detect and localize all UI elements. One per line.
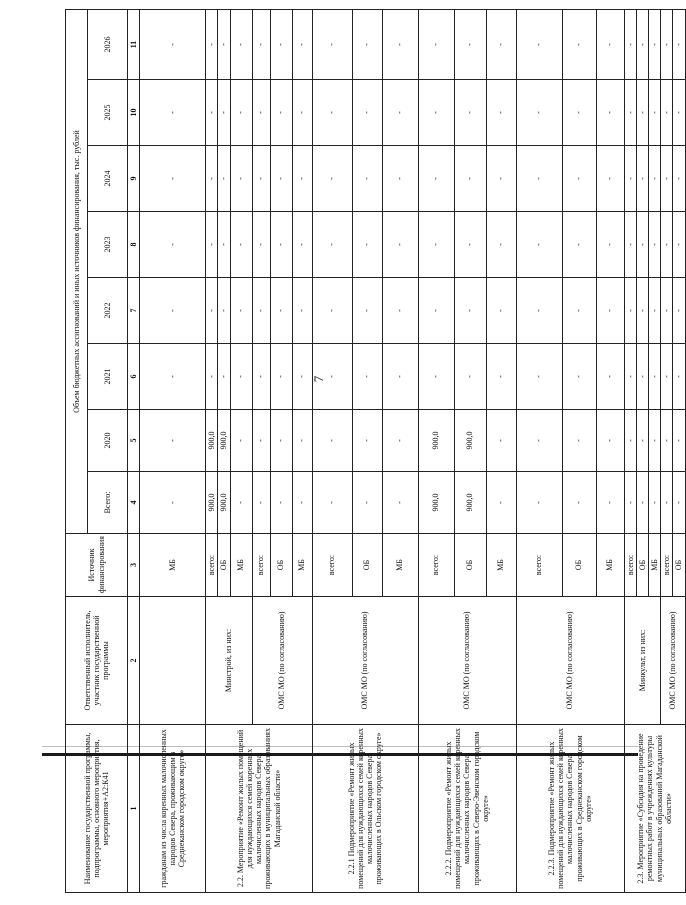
row-1-vsego-total: 900,0 <box>206 472 218 534</box>
row-4-ob-2021: - <box>562 344 596 410</box>
row-5-mb-2022: - <box>648 278 660 344</box>
row-2-vsego-2025: - <box>312 80 352 146</box>
col-number-11: 11 <box>128 9 140 79</box>
row-3-ob-2022: - <box>454 278 486 344</box>
row-3-executor: ОМС МО (по согласованию) <box>418 597 516 725</box>
row-1b-vsego-2024: - <box>252 146 270 212</box>
row-5b-vsego-2023: - <box>661 212 673 278</box>
row-1b-mb-2024: - <box>292 146 312 212</box>
row-5b-vsego-2021: - <box>661 344 673 410</box>
row-4-ob-2023: - <box>562 212 596 278</box>
col-number-2: 2 <box>128 597 140 725</box>
col-number-6: 6 <box>128 344 140 410</box>
header-source: Источник финансирования <box>66 534 128 597</box>
row-2-name: 2.2.1 Подмероприятие «Ремонт жилых помещений для нуждающихся семей коренных малочисленных народов Севера, проживающих в Ольском городском округе» <box>312 725 418 893</box>
budget-table <box>65 9 686 893</box>
row-3-vsego-total: 900,0 <box>418 472 454 534</box>
row-3-mb-total: - <box>486 472 516 534</box>
row-3-ob-2026: - <box>454 9 486 79</box>
row-3-source-vsego: всего: <box>418 534 454 597</box>
row-4-ob-2024: - <box>562 146 596 212</box>
row-5-ob-2026: - <box>636 9 648 79</box>
row-4-vsego-2023: - <box>516 212 562 278</box>
row-1b-ob-2024: - <box>270 146 292 212</box>
row-0-mb-2023: - <box>140 212 206 278</box>
row-4-vsego-2020: - <box>516 410 562 472</box>
row-4-mb-2022: - <box>596 278 624 344</box>
row-0-mb-2024: - <box>140 146 206 212</box>
col-number-5: 5 <box>128 410 140 472</box>
row-5b-ob-2021: - <box>673 344 685 410</box>
row-1b-ob-2022: - <box>270 278 292 344</box>
row-4-ob-total: - <box>562 472 596 534</box>
row-2-ob-2025: - <box>352 80 382 146</box>
col-number-1: 1 <box>128 725 140 893</box>
row-5b-ob-2025: - <box>673 80 685 146</box>
col-number-10: 10 <box>128 80 140 146</box>
col-number-3: 3 <box>128 534 140 597</box>
row-5b-vsego-2024: - <box>661 146 673 212</box>
row-1b-mb-2020: - <box>292 410 312 472</box>
row-4-executor: ОМС МО (по согласованию) <box>516 597 624 725</box>
row-5-vsego-2021: - <box>624 344 636 410</box>
row-3-ob-2023: - <box>454 212 486 278</box>
row-2-mb-2022: - <box>382 278 418 344</box>
row-4-ob-2025: - <box>562 80 596 146</box>
row-5-executor-2: ОМС МО (по согласованию) <box>661 597 685 725</box>
header-volume: Объем бюджетных ассигнований и иных источников финансирования, тыс. рублей <box>66 9 88 533</box>
row-2-executor: ОМС МО (по согласованию) <box>312 597 418 725</box>
row-3-mb-2022: - <box>486 278 516 344</box>
row-5-source-mb: МБ <box>648 534 660 597</box>
row-1-vsego-2025: - <box>206 80 218 146</box>
header-year-2021: 2021 <box>88 344 128 410</box>
row-5b-ob-2022: - <box>673 278 685 344</box>
row-0-executor <box>140 597 206 725</box>
header-executor: Ответственный исполнитель, участник государственной программы <box>66 597 128 725</box>
row-5-name: 2.3. Мероприятие «Субсидия на проведение ремонтных работ в учреждениях культуры муниципальных образований Магаданской области» <box>624 725 685 893</box>
row-2-vsego-2020: - <box>312 410 352 472</box>
row-2-ob-2024: - <box>352 146 382 212</box>
row-2-ob-total: - <box>352 472 382 534</box>
header-year-2024: 2024 <box>88 146 128 212</box>
row-1-mb-2024: - <box>230 146 252 212</box>
row-5-mb-2021: - <box>648 344 660 410</box>
row-1b-vsego-2023: - <box>252 212 270 278</box>
row-3-ob-2025: - <box>454 80 486 146</box>
row-4-vsego-2024: - <box>516 146 562 212</box>
row-1b-mb-2023: - <box>292 212 312 278</box>
row-5b-ob-2020: - <box>673 410 685 472</box>
row-3-source-ob: ОБ <box>454 534 486 597</box>
row-5-ob-2021: - <box>636 344 648 410</box>
row-1-vsego-2024: - <box>206 146 218 212</box>
row-0-mb-total: - <box>140 472 206 534</box>
row-1-ob-2022: - <box>218 278 230 344</box>
row-0-mb-2025: - <box>140 80 206 146</box>
row-3-ob-total: 900,0 <box>454 472 486 534</box>
row-2-mb-2021: - <box>382 344 418 410</box>
row-5-mb-total: - <box>648 472 660 534</box>
row-1b-mb-2022: - <box>292 278 312 344</box>
row-2-vsego-2023: - <box>312 212 352 278</box>
row-3-ob-2021: - <box>454 344 486 410</box>
row-1-ob-2026: - <box>218 9 230 79</box>
header-year-2025: 2025 <box>88 80 128 146</box>
row-4-vsego-2021: - <box>516 344 562 410</box>
row-3-vsego-2021: - <box>418 344 454 410</box>
row-1-ob-2021: - <box>218 344 230 410</box>
row-1b-mb-2025: - <box>292 80 312 146</box>
row-3-ob-2024: - <box>454 146 486 212</box>
row-1b-vsego-total: - <box>252 472 270 534</box>
row-0-mb-2022: - <box>140 278 206 344</box>
row-4-vsego-2026: - <box>516 9 562 79</box>
row-5-vsego-total: - <box>624 472 636 534</box>
col-number-9: 9 <box>128 146 140 212</box>
row-2-source-vsego: всего: <box>312 534 352 597</box>
row-1b-vsego-2026: - <box>252 9 270 79</box>
row-1-ob-2025: - <box>218 80 230 146</box>
row-2-source-mb: МБ <box>382 534 418 597</box>
row-1-mb-2023: - <box>230 212 252 278</box>
row-1b-ob-2020: - <box>270 410 292 472</box>
row-3-vsego-2026: - <box>418 9 454 79</box>
row-4-vsego-total: - <box>516 472 562 534</box>
row-3-vsego-2022: - <box>418 278 454 344</box>
row-3-mb-2021: - <box>486 344 516 410</box>
row-4-ob-2026: - <box>562 9 596 79</box>
row-5-vsego-2026: - <box>624 9 636 79</box>
row-1b-source-vsego: всего: <box>252 534 270 597</box>
row-3-name: 2.2.2. Подмероприятие «Ремонт жилых помещений для нуждающихся семей коренных малочисленных народов Севера, проживающих в Северо-Эвенском городском округе» <box>418 725 516 893</box>
row-1-vsego-2023: - <box>206 212 218 278</box>
row-1b-source-mb: МБ <box>292 534 312 597</box>
row-1b-mb-2026: - <box>292 9 312 79</box>
row-0-name: гражданам из числа коренных малочисленных народов Севера, проживающим в Среднеканском городском округе» <box>140 725 206 893</box>
row-1-mb-total: - <box>230 472 252 534</box>
row-5-ob-2025: - <box>636 80 648 146</box>
row-3-mb-2026: - <box>486 9 516 79</box>
row-5-ob-2020: - <box>636 410 648 472</box>
row-5-source-ob: ОБ <box>636 534 648 597</box>
row-3-mb-2020: - <box>486 410 516 472</box>
row-1b-ob-2025: - <box>270 80 292 146</box>
row-1b-source-ob: ОБ <box>270 534 292 597</box>
row-3-vsego-2024: - <box>418 146 454 212</box>
row-1b-vsego-2021: - <box>252 344 270 410</box>
table-frame <box>65 10 684 893</box>
row-5-mb-2025: - <box>648 80 660 146</box>
row-4-source-mb: МБ <box>596 534 624 597</box>
row-5b-vsego-2020: - <box>661 410 673 472</box>
row-1-source-ob: ОБ <box>218 534 230 597</box>
row-2-ob-2026: - <box>352 9 382 79</box>
row-1b-ob-total: - <box>270 472 292 534</box>
row-5b-source-ob: ОБ <box>673 534 685 597</box>
row-5-ob-total: - <box>636 472 648 534</box>
row-2-vsego-2026: - <box>312 9 352 79</box>
row-5-vsego-2024: - <box>624 146 636 212</box>
col-number-4: 4 <box>128 472 140 534</box>
row-3-ob-2020: 900,0 <box>454 410 486 472</box>
header-year-2022: 2022 <box>88 278 128 344</box>
row-5b-ob-2026: - <box>673 9 685 79</box>
row-5b-ob-2023: - <box>673 212 685 278</box>
row-3-mb-2024: - <box>486 146 516 212</box>
row-1-mb-2022: - <box>230 278 252 344</box>
row-1-ob-2024: - <box>218 146 230 212</box>
row-5b-source-vsego: всего: <box>661 534 673 597</box>
col-number-7: 7 <box>128 278 140 344</box>
row-5-mb-2024: - <box>648 146 660 212</box>
row-5-ob-2022: - <box>636 278 648 344</box>
row-1-vsego-2022: - <box>206 278 218 344</box>
row-2-mb-2024: - <box>382 146 418 212</box>
row-2-source-ob: ОБ <box>352 534 382 597</box>
row-5-source-vsego: всего: <box>624 534 636 597</box>
row-5-vsego-2020: - <box>624 410 636 472</box>
row-1-vsego-2020: 900,0 <box>206 410 218 472</box>
row-0-mb-2021: - <box>140 344 206 410</box>
row-1-executor-2: ОМС МО (по согласованию) <box>252 597 312 725</box>
row-1b-mb-2021: - <box>292 344 312 410</box>
row-4-vsego-2025: - <box>516 80 562 146</box>
row-1b-vsego-2025: - <box>252 80 270 146</box>
row-5b-vsego-2022: - <box>661 278 673 344</box>
row-1b-mb-total: - <box>292 472 312 534</box>
row-5-vsego-2025: - <box>624 80 636 146</box>
row-5-vsego-2023: - <box>624 212 636 278</box>
row-1-name: 2.2. Мероприятие «Ремонт жилых помещений для нуждающихся семей коренных малочисленных народов Севера, проживающих в муниципальных образованиях Магаданской области» <box>206 725 312 893</box>
row-2-vsego-2021: - <box>312 344 352 410</box>
header-name: Наименование государственной программы, подпрограммы, основного мероприятия, мероприятия+А2:К41 <box>66 725 128 893</box>
row-3-mb-2025: - <box>486 80 516 146</box>
row-1b-ob-2023: - <box>270 212 292 278</box>
row-4-ob-2020: - <box>562 410 596 472</box>
row-1-mb-2020: - <box>230 410 252 472</box>
row-5-mb-2026: - <box>648 9 660 79</box>
row-5b-ob-total: - <box>673 472 685 534</box>
row-2-vsego-2022: - <box>312 278 352 344</box>
row-0-mb-2026: - <box>140 9 206 79</box>
row-2-ob-2023: - <box>352 212 382 278</box>
row-1b-vsego-2020: - <box>252 410 270 472</box>
row-0-source-mb: МБ <box>140 534 206 597</box>
row-5-ob-2024: - <box>636 146 648 212</box>
col-number-8: 8 <box>128 212 140 278</box>
page-number: 7 <box>311 375 326 383</box>
row-0-mb-2020: - <box>140 410 206 472</box>
header-year-2026: 2026 <box>88 9 128 79</box>
row-1-executor: Минстрой, из них: <box>206 597 252 725</box>
row-1-ob-total: 900,0 <box>218 472 230 534</box>
row-4-name: 2.2.3. Подмероприятие «Ремонт жилых помещений для нуждающихся семей коренных малочисленных народов Севера, проживающих в Среднеканском городском округе» <box>516 725 624 893</box>
row-4-ob-2022: - <box>562 278 596 344</box>
row-4-mb-total: - <box>596 472 624 534</box>
row-1-mb-2025: - <box>230 80 252 146</box>
row-5-mb-2020: - <box>648 410 660 472</box>
row-2-vsego-total: - <box>312 472 352 534</box>
row-5b-vsego-2026: - <box>661 9 673 79</box>
row-4-vsego-2022: - <box>516 278 562 344</box>
row-5-ob-2023: - <box>636 212 648 278</box>
row-1-vsego-2021: - <box>206 344 218 410</box>
row-4-mb-2024: - <box>596 146 624 212</box>
row-4-mb-2020: - <box>596 410 624 472</box>
row-2-mb-total: - <box>382 472 418 534</box>
header-total: Всего: <box>88 472 128 534</box>
row-4-mb-2021: - <box>596 344 624 410</box>
row-1b-vsego-2022: - <box>252 278 270 344</box>
row-3-vsego-2025: - <box>418 80 454 146</box>
row-2-ob-2020: - <box>352 410 382 472</box>
row-4-mb-2025: - <box>596 80 624 146</box>
row-1-mb-2026: - <box>230 9 252 79</box>
row-2-vsego-2024: - <box>312 146 352 212</box>
row-3-vsego-2023: - <box>418 212 454 278</box>
row-1-vsego-2026: - <box>206 9 218 79</box>
row-1-ob-2020: 900,0 <box>218 410 230 472</box>
row-5b-vsego-total: - <box>661 472 673 534</box>
row-4-source-ob: ОБ <box>562 534 596 597</box>
row-2-ob-2021: - <box>352 344 382 410</box>
row-2-mb-2020: - <box>382 410 418 472</box>
row-4-mb-2023: - <box>596 212 624 278</box>
row-1-source-vsego: всего: <box>206 534 218 597</box>
row-5b-ob-2024: - <box>673 146 685 212</box>
row-5-mb-2023: - <box>648 212 660 278</box>
row-2-mb-2025: - <box>382 80 418 146</box>
row-2-mb-2026: - <box>382 9 418 79</box>
row-1b-ob-2026: - <box>270 9 292 79</box>
row-1b-ob-2021: - <box>270 344 292 410</box>
row-4-mb-2026: - <box>596 9 624 79</box>
row-1-ob-2023: - <box>218 212 230 278</box>
row-2-ob-2022: - <box>352 278 382 344</box>
row-1-source-mb: МБ <box>230 534 252 597</box>
row-1-mb-2021: - <box>230 344 252 410</box>
row-4-source-vsego: всего: <box>516 534 562 597</box>
row-3-mb-2023: - <box>486 212 516 278</box>
row-5-vsego-2022: - <box>624 278 636 344</box>
rotated-table-container <box>65 10 684 893</box>
row-5-executor: Минкульт, из них: <box>624 597 661 725</box>
row-2-mb-2023: - <box>382 212 418 278</box>
header-year-2020: 2020 <box>88 410 128 472</box>
row-3-vsego-2020: 900,0 <box>418 410 454 472</box>
row-3-source-mb: МБ <box>486 534 516 597</box>
row-5b-vsego-2025: - <box>661 80 673 146</box>
header-year-2023: 2023 <box>88 212 128 278</box>
